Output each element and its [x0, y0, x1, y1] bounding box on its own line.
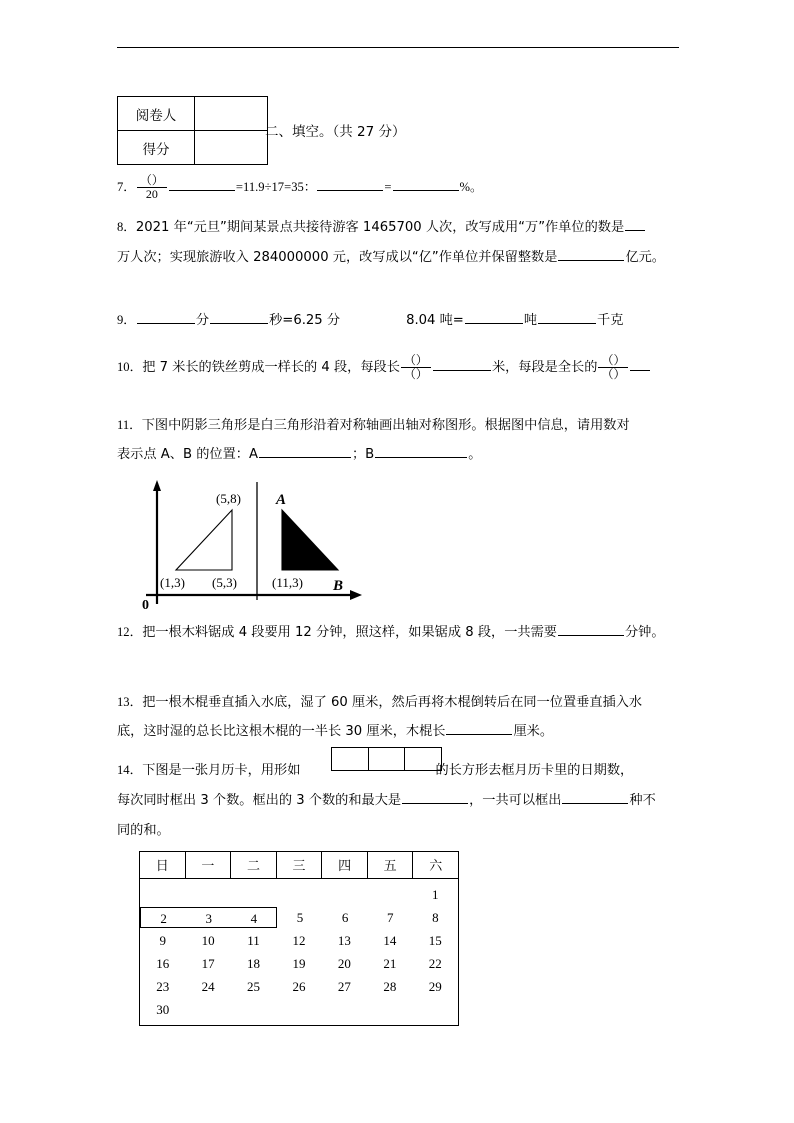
question-9-number: 9．	[117, 313, 136, 327]
calendar-cell	[367, 998, 412, 1021]
grader-label: 阅卷人	[118, 97, 195, 131]
question-14-line-3	[117, 816, 170, 846]
label-point-b: B	[333, 578, 344, 594]
answer-blank-point-a[interactable]	[259, 444, 351, 458]
calendar-cell-boxed: 2	[140, 907, 186, 928]
calendar-cell	[276, 883, 321, 906]
question-12-number: 12．	[117, 625, 143, 639]
calendar-row	[140, 998, 458, 1021]
calendar-cell: 7	[387, 910, 394, 925]
section-title: 二、填空。（共 27 分）	[265, 124, 406, 140]
calendar-cell-boxed: 3	[186, 907, 231, 928]
calendar-cell: 14	[383, 933, 397, 948]
question-12	[117, 617, 665, 648]
calendar-cell: 22	[428, 956, 442, 971]
question-9-unit-4: 千克	[597, 313, 624, 328]
question-11-text-3: ；B	[351, 447, 375, 462]
calendar-cell: 13	[337, 933, 351, 948]
calendar-cell: 16	[156, 956, 170, 971]
answer-blank[interactable]	[630, 357, 650, 371]
question-13-text-2: 底，这时湿的总长比这根木棍的一半长 30 厘米，木棍长	[117, 724, 446, 739]
question-14-text-1: 下图是一张月历卡，用形如	[142, 763, 301, 778]
calendar-cell	[185, 883, 230, 906]
calendar-cell: 10	[201, 933, 215, 948]
question-11-text-4: 。	[468, 447, 482, 462]
question-9-unit-1: 分	[195, 313, 210, 328]
calendar-cell: 28	[383, 979, 397, 994]
page-top-rule	[117, 47, 679, 48]
shaded-triangle	[282, 510, 338, 570]
calendar-header-sun: 日	[140, 852, 186, 878]
calendar-cell: 15	[428, 933, 442, 948]
calendar-cell	[322, 998, 367, 1021]
question-11-text-2: 表示点 A、B 的位置：A	[117, 447, 258, 462]
question-8-number: 8．	[117, 220, 136, 234]
calendar-cell	[231, 998, 276, 1021]
question-10-number: 10．	[117, 360, 143, 374]
question-14-text-5: 种不	[629, 793, 656, 808]
rectangle-cell-3	[405, 748, 441, 770]
score-label: 得分	[118, 131, 195, 165]
label-point-a: A	[276, 492, 287, 508]
label-11-3: (11,3)	[272, 575, 303, 590]
calendar-row-highlighted	[140, 906, 458, 929]
calendar-cell: 17	[201, 956, 215, 971]
question-10-text-1: 把 7 米长的铁丝剪成一样长的 4 段，每段长	[142, 360, 400, 375]
calendar-row	[140, 952, 458, 975]
answer-blank[interactable]	[625, 217, 645, 231]
question-14-text-3: 每次同时框出 3 个数。框出的 3 个数的和最大是	[117, 793, 402, 808]
question-14-text-6: 同的和。	[117, 823, 170, 838]
label-1-3: (1,3)	[160, 575, 185, 590]
question-13-text-1: 把一根木棍垂直插入水底，湿了 60 厘米，然后再将木棍倒转后在同一位置垂直插入水	[142, 695, 643, 710]
rectangle-cell-2	[369, 748, 406, 770]
x-axis-arrow-icon	[350, 590, 362, 600]
grader-value[interactable]	[195, 97, 268, 131]
calendar-header-sat: 六	[429, 859, 443, 874]
question-14-text-2: 的长方形去框月历卡里的日期数，	[435, 763, 634, 778]
question-10-fraction-2	[598, 354, 628, 380]
coordinate-symmetry-figure	[140, 478, 370, 610]
question-11-number: 11．	[117, 418, 142, 432]
calendar-header-wed: 三	[277, 852, 323, 878]
answer-blank[interactable]	[558, 622, 624, 636]
answer-blank-point-b[interactable]	[375, 444, 467, 458]
calendar-header-fri: 五	[368, 852, 414, 878]
calendar-row	[140, 975, 458, 998]
score-table	[117, 96, 268, 165]
question-7-middle: =11.9÷17=35：	[235, 180, 317, 194]
fraction-numerator: （）	[403, 353, 428, 367]
score-table-row-grader	[118, 97, 268, 131]
question-7-fraction	[137, 174, 167, 200]
question-11-text-1: 下图中阴影三角形是白三角形沿着对称轴画出轴对称图形。根据图中信息，请用数对	[141, 418, 630, 433]
question-14-text-4: ，一共可以框出	[469, 793, 562, 808]
question-14-number: 14．	[117, 763, 143, 777]
score-table-row-score	[118, 131, 268, 165]
calendar-cell: 24	[201, 979, 215, 994]
calendar-cell-boxed: 4	[231, 907, 277, 928]
question-7-equals: =	[384, 180, 392, 194]
calendar-cell: 26	[292, 979, 306, 994]
question-7	[117, 172, 483, 203]
label-origin: 0	[142, 598, 149, 610]
calendar-cell: 9	[159, 933, 166, 948]
calendar-cell: 30	[156, 1002, 170, 1017]
calendar-cell: 21	[383, 956, 397, 971]
calendar-cell: 29	[428, 979, 442, 994]
calendar-cell: 11	[247, 933, 260, 948]
calendar-cell	[322, 883, 367, 906]
answer-blank[interactable]	[317, 177, 383, 191]
calendar-cell: 20	[337, 956, 351, 971]
question-13-line-1	[117, 687, 642, 718]
calendar-cell: 6	[341, 910, 349, 925]
question-10-text-2: 米，每段是全长的	[491, 360, 598, 375]
question-11-line-2	[117, 440, 481, 470]
question-12-text-2: 分钟。	[624, 625, 665, 640]
calendar-cell	[231, 883, 276, 906]
calendar-card	[139, 851, 459, 1026]
calendar-header-tue: 二	[231, 852, 277, 878]
calendar-cell	[276, 998, 321, 1021]
question-8-line-1	[117, 212, 646, 243]
answer-blank[interactable]	[538, 310, 596, 324]
calendar-cell	[367, 883, 412, 906]
answer-blank[interactable]	[169, 177, 235, 191]
calendar-row	[140, 929, 458, 952]
answer-blank[interactable]	[393, 177, 459, 191]
label-5-3: (5,3)	[212, 575, 237, 590]
question-9-unit-3: 吨	[523, 313, 538, 328]
fraction-numerator: （）	[139, 173, 164, 187]
question-13-text-3: 厘米。	[513, 724, 554, 739]
question-12-text-1: 把一根木料锯成 4 段要用 12 分钟，照这样，如果锯成 8 段，一共需要	[142, 625, 557, 640]
answer-blank[interactable]	[446, 721, 512, 735]
calendar-row	[140, 883, 458, 906]
calendar-cell: 5	[296, 910, 304, 925]
question-14-line-2	[117, 786, 656, 816]
answer-blank[interactable]	[558, 247, 624, 261]
fraction-denominator: （）	[598, 367, 628, 381]
calendar-cell: 12	[292, 933, 306, 948]
answer-blank[interactable]	[210, 310, 268, 324]
question-13-number: 13．	[117, 695, 143, 709]
calendar-cell: 23	[156, 979, 170, 994]
fraction-denominator: （）	[401, 367, 431, 381]
question-9	[117, 305, 623, 336]
question-9-unit-2: 秒=6.25 分	[269, 313, 341, 328]
calendar-cell: 8	[432, 910, 439, 925]
question-7-percent: %。	[459, 180, 483, 194]
question-8-text-3: 亿元。	[625, 250, 665, 265]
calendar-cell: 25	[247, 979, 261, 994]
question-8-line-2	[117, 243, 665, 273]
calendar-cell: 1	[431, 887, 439, 902]
calendar-bottom-spacer	[140, 1021, 458, 1025]
calendar-cell	[185, 998, 230, 1021]
question-8-text-1: 2021 年“元旦”期间某景点共接待游客 1465700 人次，改写成用“万”作单位的数是	[135, 220, 625, 235]
fraction-denominator: 20	[137, 187, 167, 201]
y-axis-arrow-icon	[153, 480, 161, 491]
question-10-fraction-1	[401, 354, 431, 380]
question-7-number: 7．	[117, 180, 136, 194]
answer-blank[interactable]	[433, 357, 491, 371]
question-11-line-1	[117, 410, 630, 441]
score-value[interactable]	[195, 131, 268, 165]
answer-blank[interactable]	[465, 310, 523, 324]
white-triangle	[176, 510, 232, 570]
rectangle-cell-1	[332, 748, 369, 770]
calendar-cell	[413, 998, 458, 1021]
question-10	[117, 352, 651, 383]
calendar-cell: 19	[292, 956, 306, 971]
calendar-header-thu: 四	[322, 852, 368, 878]
calendar-cell: 27	[337, 979, 351, 994]
coordinate-figure-svg	[140, 478, 370, 610]
question-13-line-2	[117, 717, 553, 747]
label-5-8: (5,8)	[216, 491, 241, 506]
calendar-cell: 18	[247, 956, 261, 971]
calendar-header-mon: 一	[186, 852, 232, 878]
three-cell-rectangle-shape	[331, 747, 442, 771]
calendar-header-row	[140, 852, 458, 879]
question-9-lead-b: 8.04 吨=	[406, 313, 464, 328]
answer-blank[interactable]	[137, 310, 195, 324]
answer-blank-max-sum[interactable]	[402, 790, 468, 804]
calendar-cell	[140, 883, 185, 906]
fraction-numerator: （）	[601, 353, 626, 367]
answer-blank-count[interactable]	[562, 790, 628, 804]
question-8-text-2: 万人次；实现旅游收入 284000000 元，改写成以“亿”作单位并保留整数是	[117, 250, 558, 265]
